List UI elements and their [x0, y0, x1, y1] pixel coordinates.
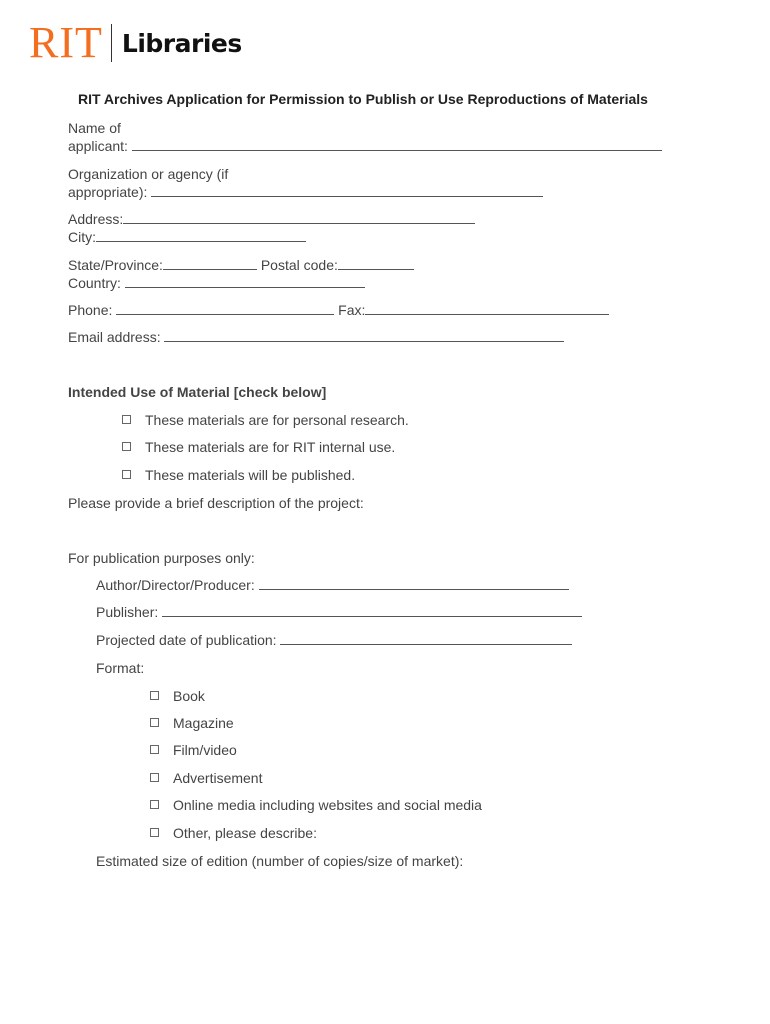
format-option-label: Book [173, 688, 205, 704]
use-option-rit-internal[interactable] [122, 438, 395, 456]
project-description-prompt: Please provide a brief description of the project: [68, 495, 364, 511]
format-option-label: Film/video [173, 742, 237, 758]
applicant-name-blank[interactable] [132, 137, 662, 151]
author-blank[interactable] [259, 576, 569, 590]
use-option-label: These materials will be published. [145, 467, 356, 483]
organization-field[interactable] [68, 183, 543, 201]
use-option-published[interactable] [122, 466, 355, 484]
postal-code-blank[interactable] [338, 256, 414, 270]
email-label: Email address: [68, 329, 161, 345]
country-field[interactable] [68, 274, 365, 292]
email-blank[interactable] [164, 328, 564, 342]
country-label: Country: [68, 275, 121, 291]
publication-heading: For publication purposes only: [68, 550, 255, 566]
publication-date-field[interactable] [96, 631, 572, 649]
checkbox-icon[interactable] [150, 800, 159, 809]
logo-libraries-wordmark: Libraries [121, 28, 242, 58]
applicant-name-label: applicant: [68, 138, 128, 154]
organization-blank[interactable] [151, 183, 543, 197]
checkbox-icon[interactable] [150, 828, 159, 837]
city-label: City: [68, 229, 96, 245]
checkbox-icon[interactable] [150, 773, 159, 782]
address-blank[interactable] [123, 210, 475, 224]
format-option-advertisement[interactable] [150, 769, 262, 787]
country-blank[interactable] [125, 274, 365, 288]
format-option-magazine[interactable] [150, 714, 234, 732]
logo-divider [111, 24, 112, 62]
use-option-personal-research[interactable] [122, 411, 409, 429]
rit-libraries-logo [29, 18, 242, 67]
state-postal-row [68, 256, 414, 274]
phone-fax-row [68, 301, 609, 319]
city-field[interactable] [68, 228, 306, 246]
publisher-blank[interactable] [162, 603, 582, 617]
address-field[interactable] [68, 210, 475, 228]
format-option-book[interactable] [150, 687, 205, 705]
checkbox-icon[interactable] [122, 470, 131, 479]
format-option-label: Other, please describe: [173, 825, 317, 841]
email-field[interactable] [68, 328, 564, 346]
use-option-label: These materials are for RIT internal use. [145, 439, 396, 455]
logo-rit-wordmark: RIT [29, 18, 103, 67]
format-option-online-media[interactable] [150, 796, 482, 814]
format-option-label: Advertisement [173, 770, 263, 786]
fax-blank[interactable] [365, 301, 609, 315]
form-title: RIT Archives Application for Permission to Publish or Use Reproductions of Materials [78, 91, 648, 107]
checkbox-icon[interactable] [150, 691, 159, 700]
format-option-label: Magazine [173, 715, 234, 731]
publisher-label: Publisher: [96, 604, 159, 620]
city-blank[interactable] [96, 228, 306, 242]
checkbox-icon[interactable] [122, 415, 131, 424]
organization-label: appropriate): [68, 184, 148, 200]
author-field[interactable] [96, 576, 569, 594]
publication-date-blank[interactable] [280, 631, 572, 645]
publication-date-label: Projected date of publication: [96, 632, 277, 648]
format-label: Format: [96, 660, 145, 676]
format-option-film-video[interactable] [150, 741, 237, 759]
applicant-name-field[interactable] [68, 137, 662, 155]
phone-blank[interactable] [116, 301, 334, 315]
intended-use-heading: Intended Use of Material [check below] [68, 384, 327, 400]
use-option-label: These materials are for personal research. [145, 412, 409, 428]
address-label: Address: [68, 211, 124, 227]
state-blank[interactable] [163, 256, 257, 270]
fax-label: Fax: [338, 302, 366, 318]
publisher-field[interactable] [96, 603, 582, 621]
name-label-line1: Name of [68, 120, 121, 136]
state-label: State/Province: [68, 257, 163, 273]
organization-label-line1: Organization or agency (if [68, 166, 229, 182]
edition-size-prompt: Estimated size of edition (number of copies/size of market): [96, 853, 464, 869]
postal-code-label: Postal code: [260, 257, 338, 273]
checkbox-icon[interactable] [150, 718, 159, 727]
checkbox-icon[interactable] [122, 442, 131, 451]
phone-label: Phone: [68, 302, 113, 318]
format-option-other[interactable] [150, 824, 317, 842]
checkbox-icon[interactable] [150, 745, 159, 754]
format-option-label: Online media including websites and social media [173, 797, 482, 813]
author-label: Author/Director/Producer: [96, 577, 255, 593]
